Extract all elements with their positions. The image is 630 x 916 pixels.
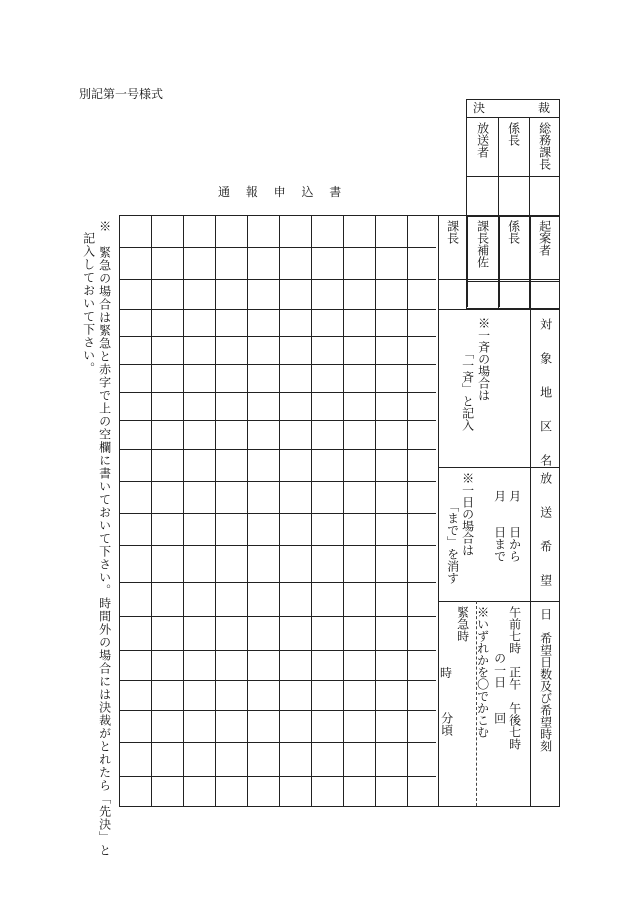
stamp-label-broadcaster: 放送者	[475, 122, 490, 158]
emergency-label: 緊急時	[455, 606, 470, 642]
target-area-label: 対象地区名	[538, 318, 553, 488]
times-per-day: の一日 回	[492, 652, 507, 724]
stamp-label-section-chief: 課長	[445, 220, 460, 244]
stamp-label-chief-2: 係長	[506, 220, 521, 244]
target-area-note-1: ※一斉の場合は	[476, 317, 491, 401]
form-number: 別記第一号様式	[79, 87, 164, 101]
emergency-hour: 時	[440, 666, 453, 680]
target-area-note-2: 「一斉」と記入	[460, 347, 475, 431]
time-options: 午前七時 正午 午後七時	[507, 606, 522, 750]
approval-heading-left: 決	[473, 101, 486, 115]
desired-date-note-2: 「まで」を消す	[445, 500, 460, 584]
desired-date-note-1: ※一日の場合は	[460, 472, 475, 556]
desired-date-label: 放送希望日	[538, 472, 553, 642]
instruction-note: ※ 緊急の場合は緊急と赤字で上の空欄に書いておいて下さい。時間外の場合には決裁がとれたら「先決」と	[97, 220, 112, 857]
date-from: 月 日から	[507, 490, 522, 562]
date-to: 月 日まで	[492, 490, 507, 562]
stamp-label-drafter: 起案者	[537, 220, 552, 256]
stamp-label-general-affairs: 総務課長	[537, 122, 552, 170]
stamp-label-chief: 係長	[506, 122, 521, 146]
approval-heading-right: 裁	[538, 101, 551, 115]
stamp-label-assistant-chief: 課長補佐	[475, 220, 490, 268]
page-title: 通 報 申 込 書	[218, 185, 348, 199]
circle-note: ※いずれかを〇でかこむ	[475, 606, 490, 738]
emergency-minute: 分頃	[439, 712, 454, 736]
desired-times-label: 希望日数及び希望時刻	[538, 632, 553, 752]
instruction-note-2: 記入しておいて下さい。	[81, 232, 96, 375]
